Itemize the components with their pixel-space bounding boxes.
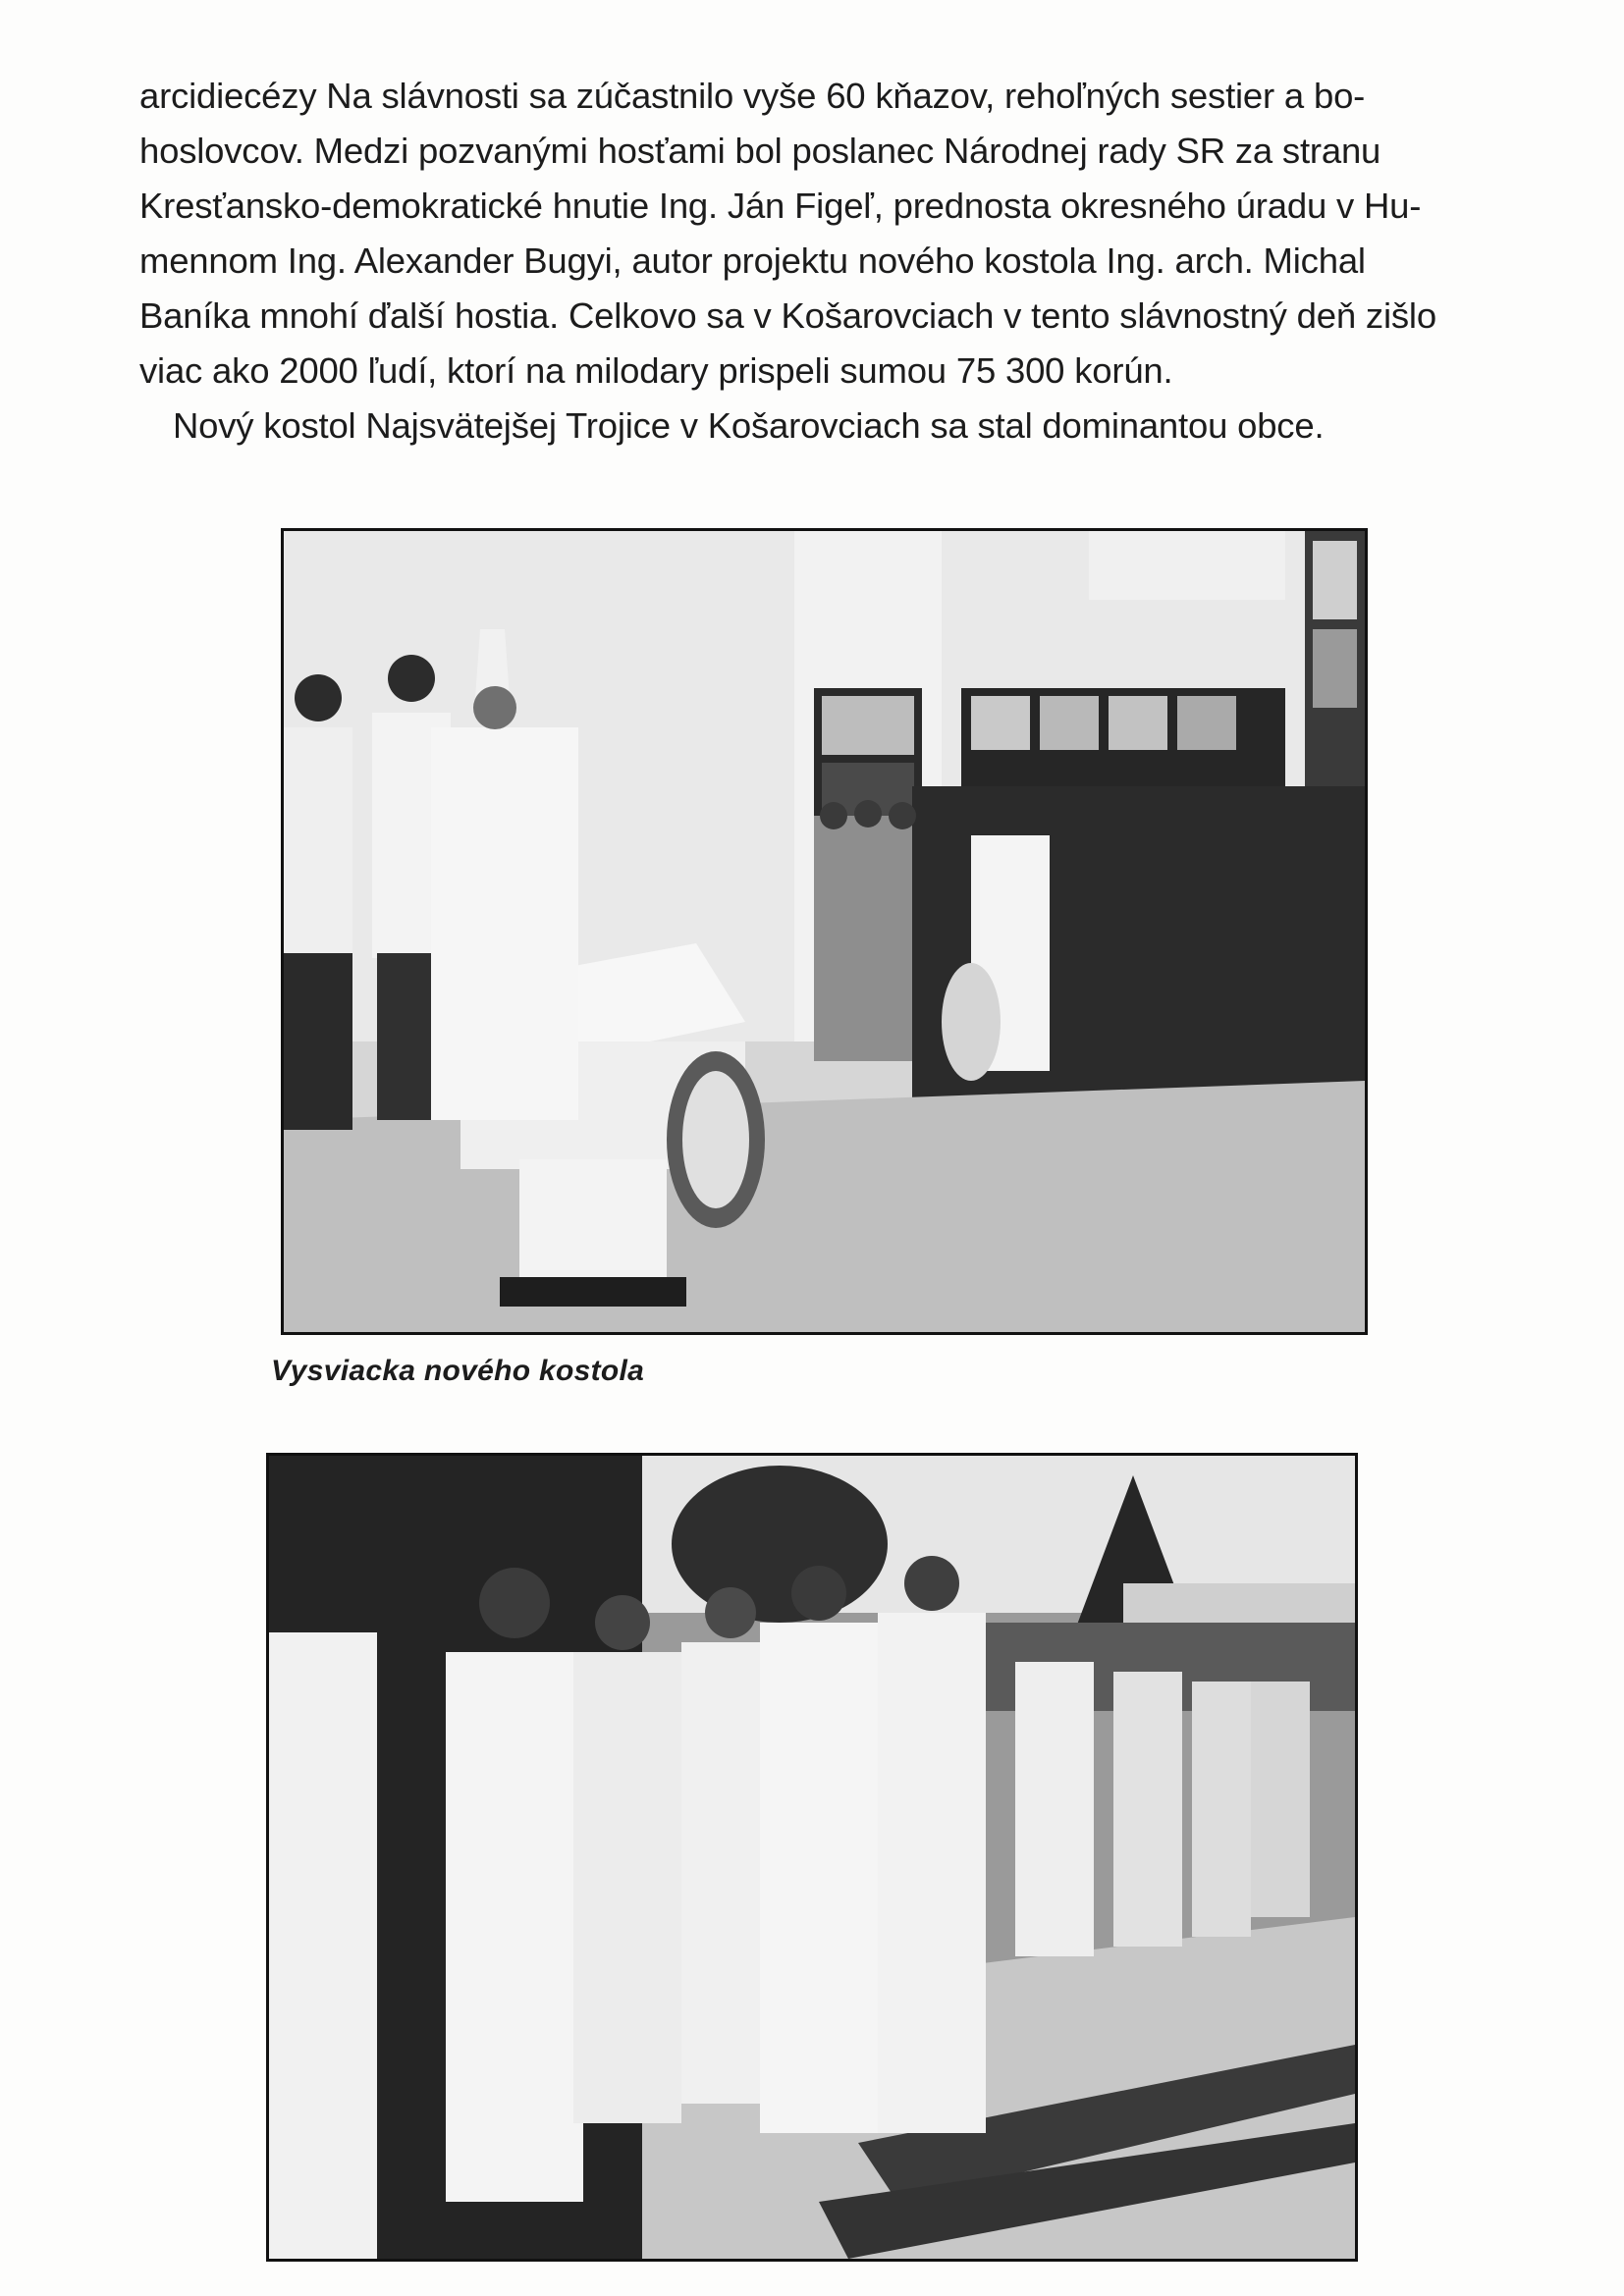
- photo-procession: [266, 1453, 1358, 2262]
- photo-consecration: [281, 528, 1368, 1335]
- text-line: Baníka mnohí ďalší hostia. Celkovo sa v Košarovciach v tento slávnostný deň zišlo: [139, 295, 1436, 336]
- text-line: arcidiecézy Na slávnosti sa zúčastnilo vyše 60 kňazov, rehoľných sestier a bo-: [139, 76, 1366, 116]
- text-line: hoslovcov. Medzi pozvanými hosťami bol poslanec Národnej rady SR za stranu: [139, 131, 1381, 171]
- body-text: [139, 69, 1514, 454]
- text-line-closing: Nový kostol Najsvätejšej Trojice v Košarovciach sa stal dominantou obce.: [173, 405, 1325, 446]
- photo-caption: Vysviacka nového kostola: [271, 1355, 645, 1387]
- text-line: viac ako 2000 ľudí, ktorí na milodary prispeli sumou 75 300 korún.: [139, 350, 1173, 391]
- text-line: Kresťansko-demokratické hnutie Ing. Ján Figeľ, prednosta okresného úradu v Hu-: [139, 186, 1422, 226]
- text-line: mennom Ing. Alexander Bugyi, autor projektu nového kostola Ing. arch. Michal: [139, 240, 1366, 281]
